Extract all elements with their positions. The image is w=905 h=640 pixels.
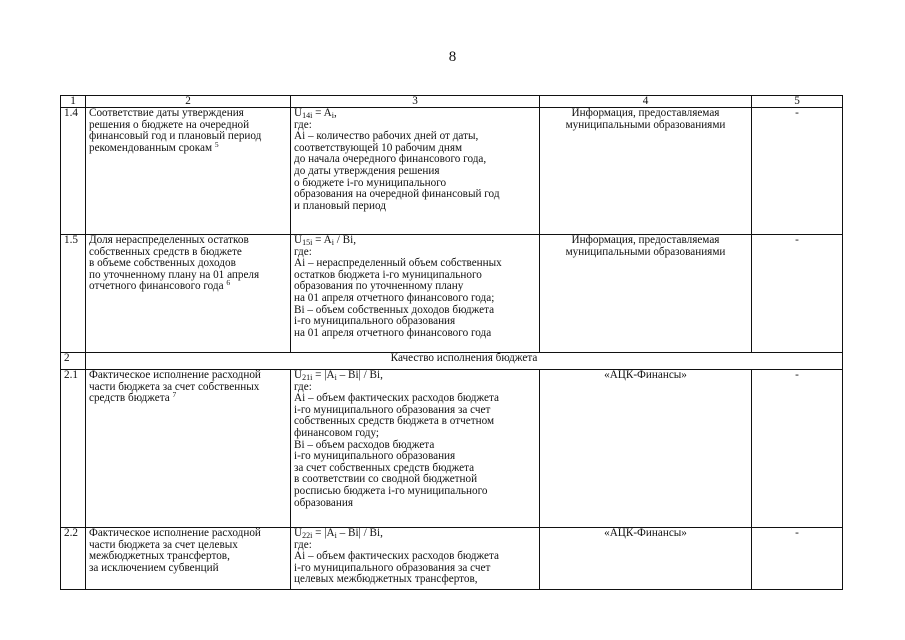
formula-line: на 01 апреля отчетного финансового года [294,326,492,339]
row-number: 1.4 [61,108,86,235]
indicator-line: Соответствие даты утверждения [89,107,244,119]
section-title: Качество исполнения бюджета [86,353,843,370]
indicator-line: межбюджетных трансфертов, [89,550,230,563]
formula-line: Bi – объем собственных доходов бюджета [294,303,495,316]
source-line: «АЦК-Финансы» [604,369,687,381]
source-cell [540,108,752,235]
formula-line: финансовом году; [294,426,380,439]
formula-line: целевых межбюджетных трансфертов, [294,573,478,586]
formula-subscript: i [331,111,334,120]
source-line: муниципальными образованиями [565,118,726,131]
formula-line: за счет собственных средств бюджета [294,461,475,474]
formula-line: образования по уточненному плану [294,280,464,293]
indicator-cell [86,370,291,528]
formula-line: о бюджете i-го муниципального [294,176,447,189]
indicator-line: собственных средств в бюджете [89,245,242,258]
indicator-line: по уточненному плану на 01 апреля [89,268,260,281]
table-row [61,353,843,370]
indicator-line: отчетного финансового года $^6$ [89,278,231,293]
indicator-line: за исключением субвенций [89,561,219,574]
source-line: «АЦК-Финансы» [604,527,687,539]
formula-line: и плановый период [294,199,386,212]
header-col-2: 2 [86,96,291,108]
formula-line: где: [294,245,312,258]
formula: $U_{22i} = |A_i - Bi| / Bi$, [294,527,383,540]
formula-line: Ai – количество рабочих дней от даты, [294,130,479,143]
indicator-line: средств бюджета $^7$ [89,390,177,405]
table-row [61,235,843,353]
col5-cell: - [752,370,843,528]
formula-subscript: 21i [302,373,313,382]
formula-subscript: 15i [302,238,313,247]
row-number: 2.1 [61,370,86,528]
formula-line: Ai – объем фактических расходов бюджета [294,550,499,563]
source-line: Информация, предоставляемая [571,107,720,119]
formula-line: росписью бюджета i-го муниципального [294,484,488,497]
formula: $U_{14i} = A_i$, [294,107,337,120]
formula-line: собственных средств бюджета в отчетном [294,415,495,428]
indicator-line: Фактическое исполнение расходной [89,527,261,539]
col5-cell: - [752,528,843,590]
col5-cell: - [752,108,843,235]
formula-subscript: 22i [302,531,313,540]
formula-line: на 01 апреля отчетного финансового года; [294,291,495,304]
formula-line: где: [294,380,312,393]
indicator-line: части бюджета за счет собственных [89,380,260,393]
header-col-1: 1 [61,96,86,108]
source-line: муниципальными образованиями [565,245,726,258]
header-col-3: 3 [291,96,540,108]
indicator-line: в объеме собственных доходов [89,257,236,270]
formula-line: Bi – объем расходов бюджета [294,438,435,451]
indicator-cell [86,108,291,235]
table-row [61,528,843,590]
formula-line: i-го муниципального образования за счет [294,403,491,416]
indicator-line: части бюджета за счет целевых [89,538,238,551]
formula-line: в соответствии со сводной бюджетной [294,473,478,486]
indicator-line: Фактическое исполнение расходной [89,369,261,381]
source-cell [540,528,752,590]
formula: $U_{21i} = |A_i - Bi| / Bi$, [294,369,383,382]
formula-subscript: 14i [302,111,313,120]
col5-cell: - [752,235,843,353]
formula-line: i-го муниципального образования [294,315,456,328]
indicator-line: Доля нераспределенных остатков [89,234,249,246]
formula-cell [291,370,540,528]
formula-line: Ai – нераспределенный объем собственных [294,257,502,270]
formula-cell [291,528,540,590]
table-row [61,108,843,235]
formula-cell [291,235,540,353]
footnote-ref: 5 [214,139,219,149]
formula-line: до даты утверждения решения [294,164,440,177]
formula-line: где: [294,538,312,551]
indicator-line: рекомендованным срокам $^5$ [89,139,219,154]
formula-subscript: i [331,238,334,247]
indicator-line: финансовый год и плановый период [89,130,262,143]
formula-line: i-го муниципального образования [294,450,456,463]
page-number: 8 [448,49,457,65]
indicator-cell [86,528,291,590]
formula-line: Ai – объем фактических расходов бюджета [294,392,499,405]
formula-subscript: i [334,373,337,382]
source-cell [540,235,752,353]
formula-line: i-го муниципального образования за счет [294,561,491,574]
criteria-table [60,95,843,590]
header-col-4: 4 [540,96,752,108]
formula: $U_{15i} = A_i / Bi$, [294,234,357,247]
formula-cell [291,108,540,235]
formula-line: образования на очередной финансовый год [294,188,500,201]
formula-line: где: [294,118,312,131]
formula-line: образования [294,496,354,509]
formula-line: остатков бюджета i-го муниципального [294,268,482,281]
source-cell [540,370,752,528]
indicator-line: решения о бюджете на очередной [89,118,250,131]
header-col-5: 5 [752,96,843,108]
indicator-cell [86,235,291,353]
formula-subscript: i [334,531,337,540]
formula-line: соответствующей 10 рабочим дням [294,141,463,154]
row-number: 2.2 [61,528,86,590]
table-header-row [61,96,843,108]
footnote-ref: 7 [172,390,177,400]
row-number: 1.5 [61,235,86,353]
section-number: 2 [61,353,86,370]
source-line: Информация, предоставляемая [571,234,720,246]
table-row [61,370,843,528]
footnote-ref: 6 [226,278,231,288]
formula-line: до начала очередного финансового года, [294,153,487,166]
